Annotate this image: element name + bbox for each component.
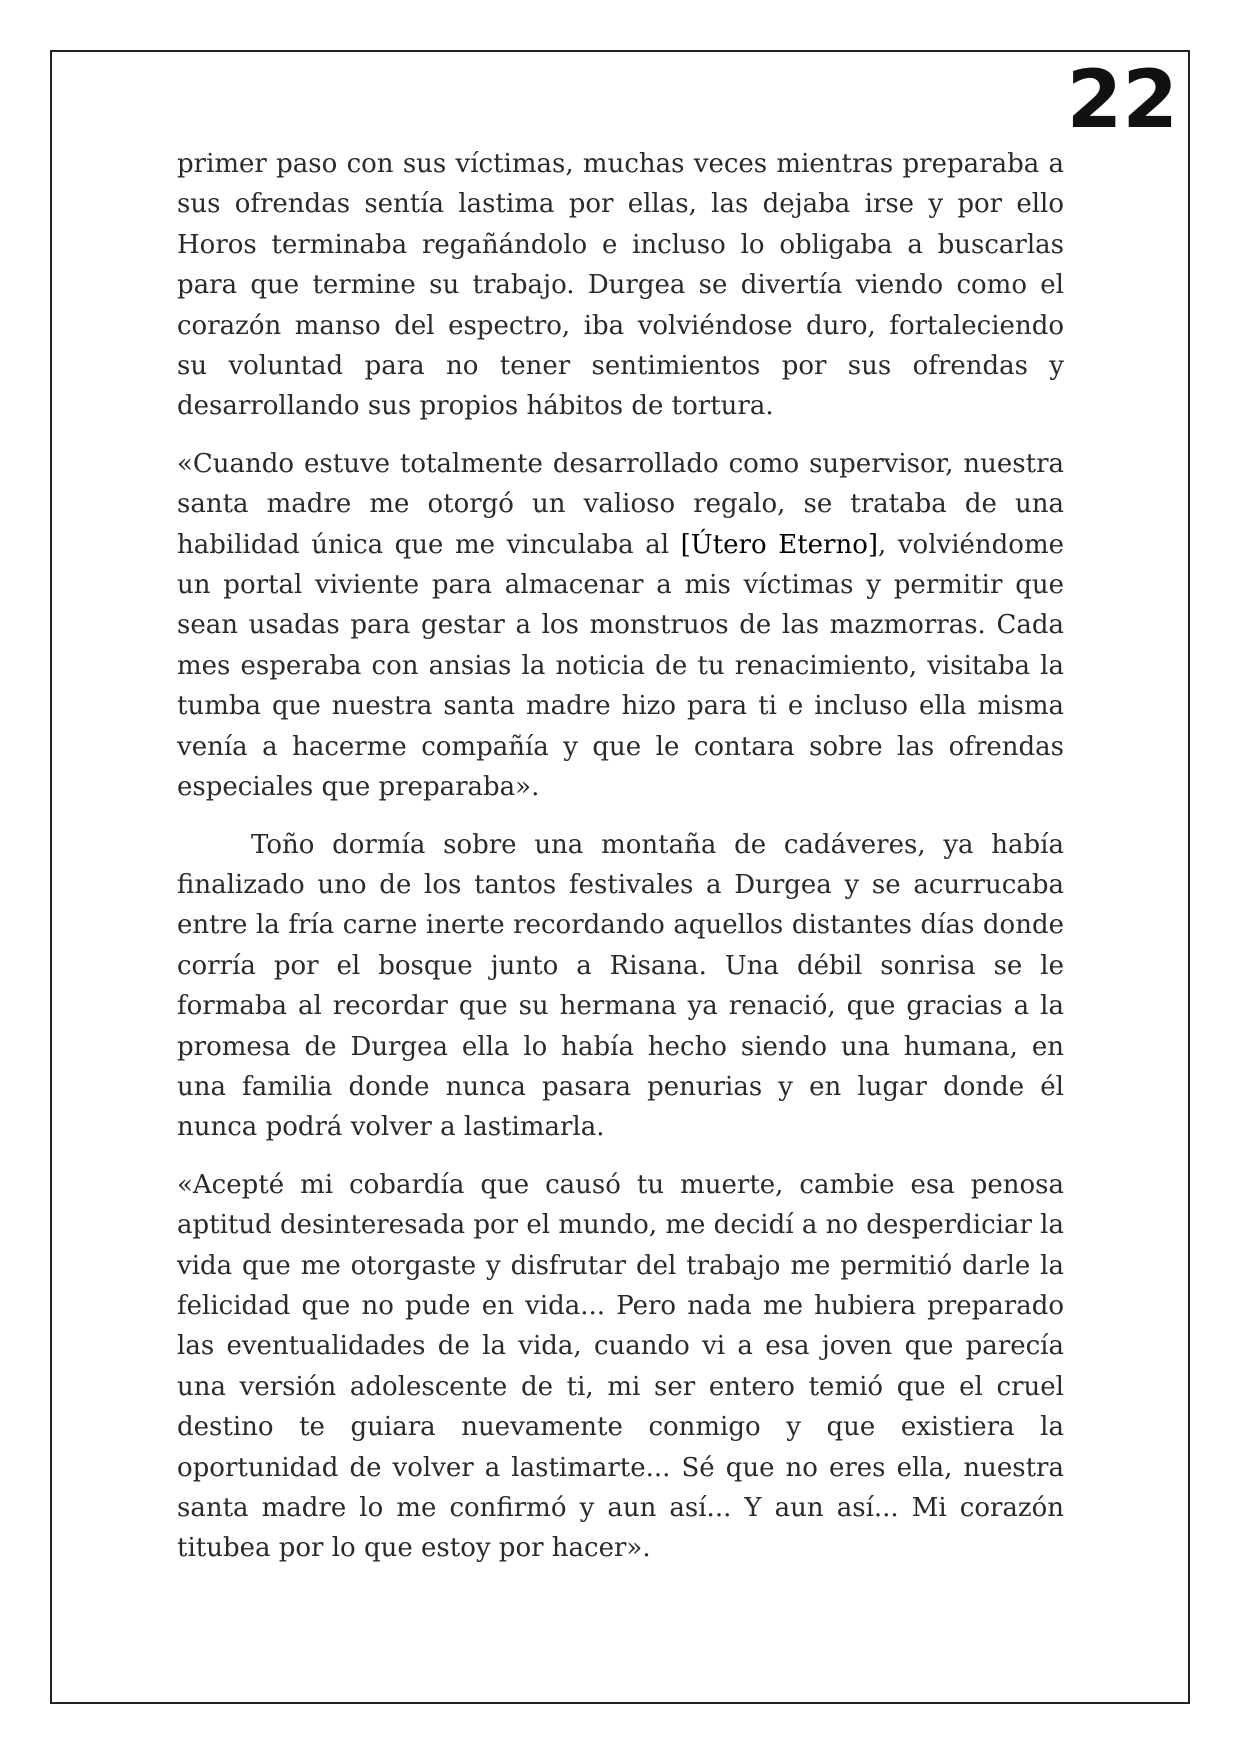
paragraph bbox=[177, 444, 1064, 808]
paragraph-text: primer paso con sus víctimas, muchas veces mientras preparaba a sus ofrendas sentía lastima por ellas, las dejaba irse y por ello Horos terminaba regañándolo e incluso lo obligaba a buscarlas para que termine su trabajo. Durgea se divertía viendo como el corazón manso del espectro, iba volviéndose duro, fortaleciendo su voluntad para no tener sentimientos por sus ofrendas y desarrollando sus propios hábitos de tortura. bbox=[177, 149, 1064, 422]
paragraph bbox=[177, 1165, 1064, 1569]
page-number: 22 bbox=[1066, 53, 1178, 146]
paragraph-text: Toño dormía sobre una montaña de cadáveres, ya había finalizado uno de los tantos festivales a Durgea y se acurrucaba entre la fría carne inerte recordando aquellos distantes días donde corría por el bosque junto a Risana. Una débil sonrisa se le formaba al recordar que su hermana ya renació, que gracias a la promesa de Durgea ella lo había hecho siendo una humana, en una familia donde nunca pasara penurias y en lugar donde él nunca podrá volver a lastimarla. bbox=[177, 829, 1064, 1143]
paragraph-text: , volviéndome un portal viviente para almacenar a mis víctimas y permitir que sean usadas para gestar a los monstruos de las mazmorras. Cada mes esperaba con ansias la noticia de tu renacimiento, visitaba la tumba que nuestra santa madre hizo para ti e incluso ella misma venía a hacerme compañía y que le contara sobre las ofrendas especiales que preparaba». bbox=[177, 529, 1064, 803]
paragraph-text: «Cuando estuve totalmente desarrollado como supervisor, nuestra santa madre me otorgó un valioso regalo, se trataba de una habilidad única que me vinculaba al bbox=[177, 448, 1064, 560]
body-text bbox=[177, 144, 1064, 1586]
paragraph bbox=[177, 144, 1064, 427]
skill-name: [Útero Eterno] bbox=[680, 529, 878, 560]
paragraph bbox=[177, 825, 1064, 1148]
paragraph-text: «Acepté mi cobardía que causó tu muerte, cambie esa penosa aptitud desinteresada por el mundo, me decidí a no desperdiciar la vida que me otorgaste y disfrutar del trabajo me permitió darle la felicidad que no pude en vida... Pero nada me hubiera preparado las eventualidades de la vida, cuando vi a esa joven que parecía una versión adolescente de ti, mi ser entero temió que el cruel destino te guiara nuevamente conmigo y que existiera la oportunidad de volver a lastimarte... Sé que no eres ella, nuestra santa madre lo me confirmó y aun así... Y aun así... Mi corazón titubea por lo que estoy por hacer». bbox=[177, 1169, 1064, 1564]
